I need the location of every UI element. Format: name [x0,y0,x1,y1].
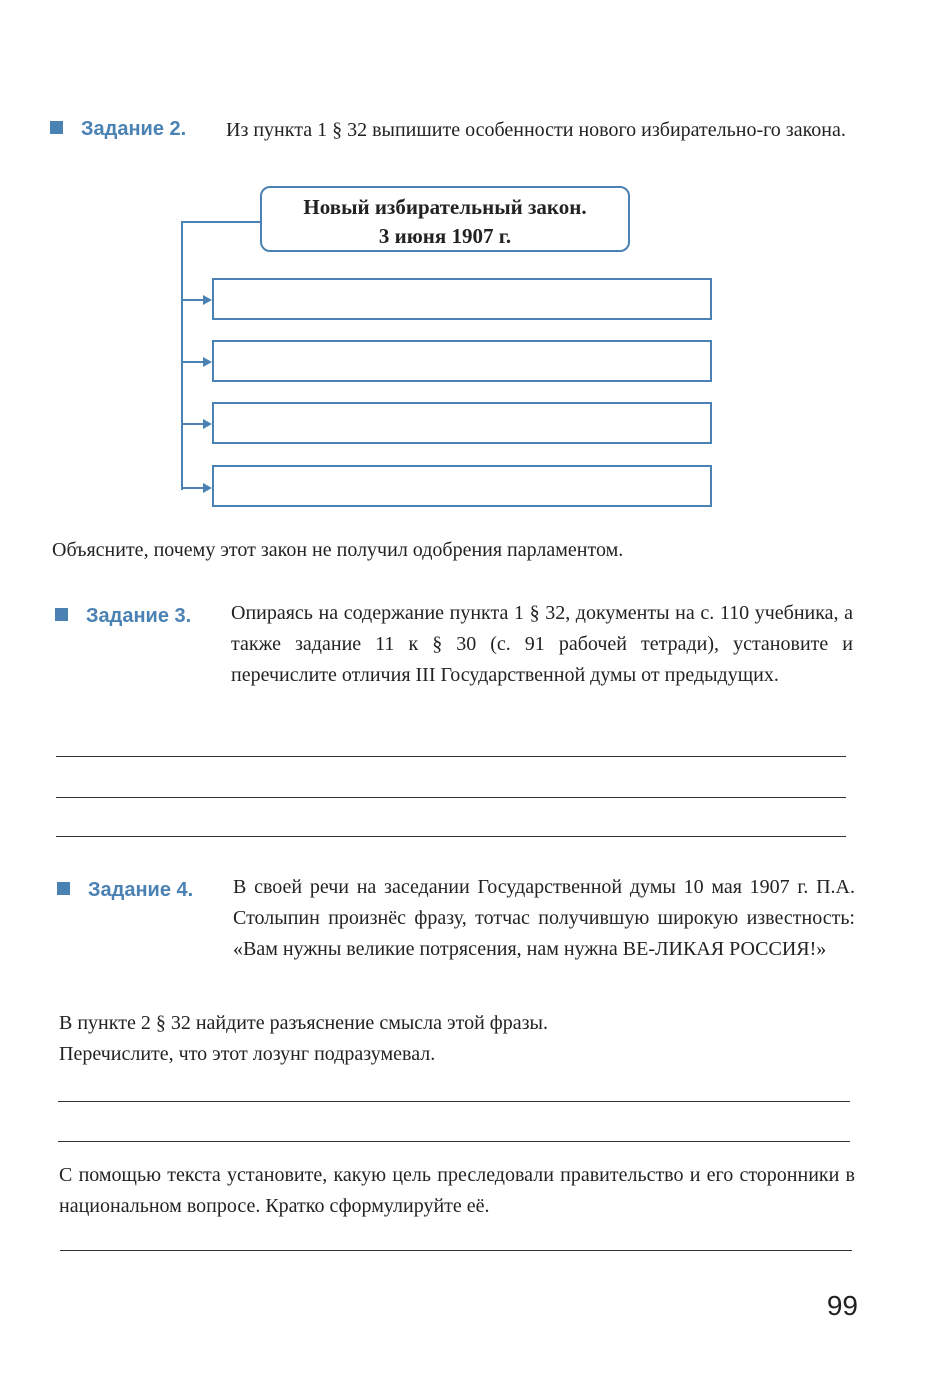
arrow-right-icon [203,357,212,367]
task4-instruction-line2: Перечислите, что этот лозунг подразумевал. [59,1043,436,1065]
task2-text: Из пункта 1 § 32 выпишите особенности нового избирательно-го закона. [226,119,846,141]
diagram-title-line1: Новый избирательный закон. [303,195,587,219]
square-bullet-icon [57,882,70,895]
answer-line[interactable] [60,1250,852,1251]
arrow-right-icon [203,295,212,305]
task4-question: С помощью текста установите, какую цель преследовали правительство и его сторонники в национальном вопросе. Кратко сформулируйте её. [59,1164,855,1217]
task2-question: Объясните, почему этот закон не получил одобрения парламентом. [52,539,624,561]
task4-instruction-line1: В пункте 2 § 32 найдите разъяснение смысла этой фразы. [59,1012,548,1034]
answer-box-2[interactable] [212,340,712,382]
answer-box-4[interactable] [212,465,712,507]
answer-box-3[interactable] [212,402,712,444]
task4-label: Задание 4. [57,879,193,902]
task4-text: В своей речи на заседании Государственной думы 10 мая 1907 г. П.А. Столыпин произнёс фразу, тотчас получившую широкую известность: «Вам нужны великие потрясения, нам нужна ВЕ-ЛИКАЯ РОССИЯ!» [233,876,855,960]
task3-text: Опираясь на содержание пункта 1 § 32, документы на с. 110 учебника, а также задание 11 к § 30 (с. 91 рабочей тетради), установите и перечислите отличия III Государственной думы от предыдущих. [231,602,853,686]
diagram-title-box [260,186,630,252]
arrow-right-icon [203,483,212,493]
answer-line[interactable] [56,756,846,757]
arrow-right-icon [203,419,212,429]
answer-line[interactable] [58,1141,850,1142]
task3-label: Задание 3. [55,605,191,628]
task2-label: Задание 2. [50,118,186,141]
answer-line[interactable] [58,1101,850,1102]
square-bullet-icon [55,608,68,621]
page-number: 99 [826,1290,858,1321]
answer-line[interactable] [56,797,846,798]
answer-line[interactable] [56,836,846,837]
answer-box-1[interactable] [212,278,712,320]
diagram-title-line2: 3 июня 1907 г. [378,224,512,248]
